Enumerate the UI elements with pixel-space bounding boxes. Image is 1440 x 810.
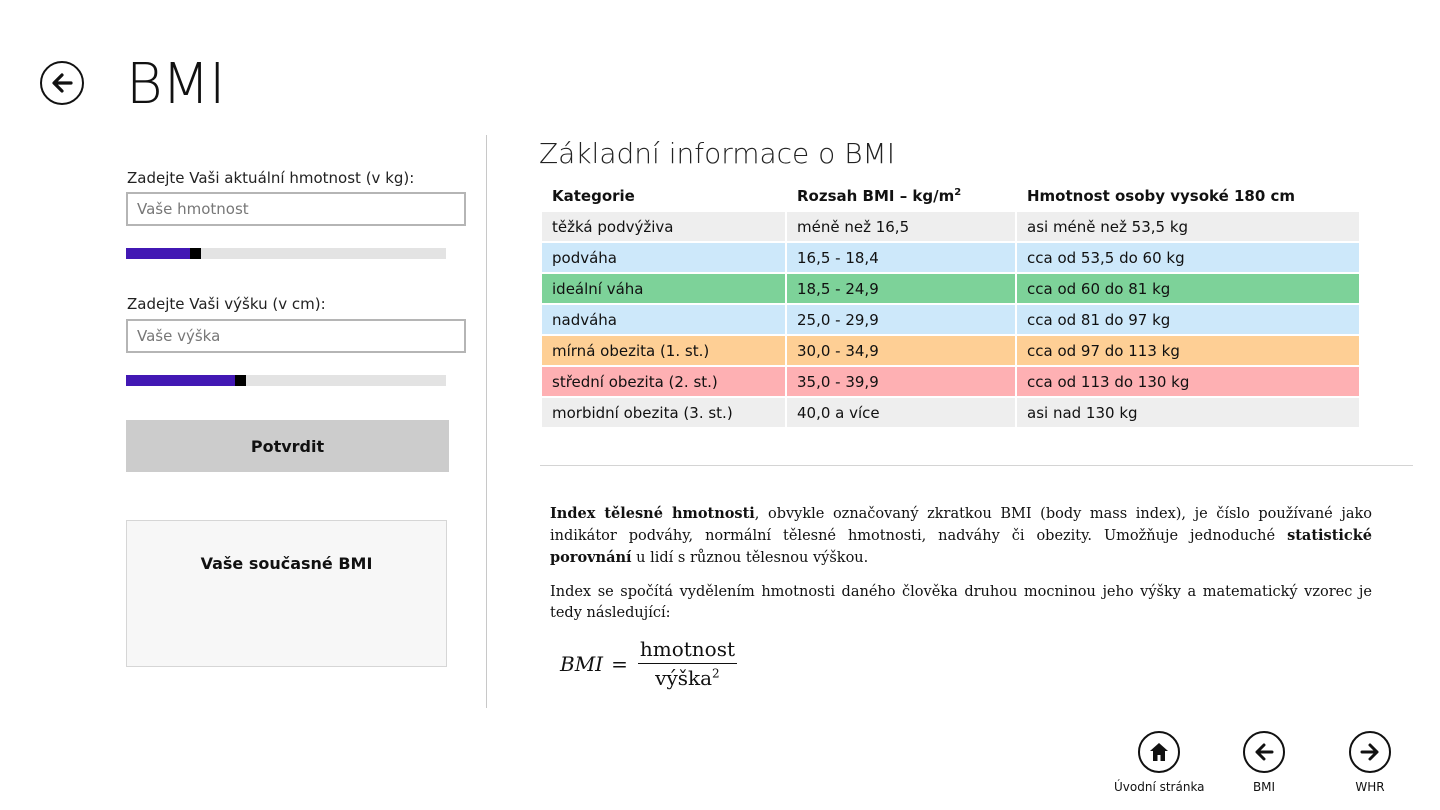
height-slider-fill [126,375,235,386]
table-row [542,398,1359,427]
height-slider-thumb[interactable] [235,375,246,386]
page-title: BMI [126,52,225,117]
column-header-range [787,178,1015,210]
cell-category: mírná obezita (1. st.) [542,336,785,365]
cell-range: 18,5 - 24,9 [787,274,1015,303]
cell-category: ideální váha [542,274,785,303]
home-icon [1148,741,1170,763]
formula-intro-paragraph: Index se spočítá vydělením hmotnosti daného člověka druhou mocninou jeho výšky a matematický vzorec je tedy následující: [550,584,1372,621]
weight-slider[interactable] [126,248,446,259]
bmi-nav-button[interactable] [1219,731,1309,794]
cell-category: nadváha [542,305,785,334]
cell-range: 16,5 - 18,4 [787,243,1015,272]
column-header-weight: Hmotnost osoby vysoké 180 cm [1027,187,1296,205]
cell-range: 40,0 a více [787,398,1015,427]
bmi-nav-label: BMI [1252,780,1276,794]
horizontal-divider [540,465,1413,466]
vertical-divider [486,135,487,708]
weight-slider-fill [126,248,190,259]
height-label: Zadejte Vaši výšku (v cm): [127,295,326,313]
bold-term: statistické porovnání [550,527,1372,566]
back-button[interactable] [40,61,84,105]
home-nav-label: Úvodní stránka [1114,780,1205,794]
arrow-right-icon [1358,740,1382,764]
bmi-result-panel [126,520,447,667]
cell-weight: cca od 97 do 113 kg [1017,336,1359,365]
cell-weight: cca od 113 do 130 kg [1017,367,1359,396]
bmi-category-table [540,176,1361,429]
bmi-formula [560,637,737,690]
column-header-category: Kategorie [552,187,635,205]
cell-weight: cca od 81 do 97 kg [1017,305,1359,334]
cell-category: podváha [542,243,785,272]
bmi-description-paragraph [550,503,1372,569]
formula-numerator: hmotnost [638,637,737,664]
bmi-nav-circle [1243,731,1285,773]
paragraph-text: u lidí s různou tělesnou výškou. [631,550,869,566]
info-heading: Základní informace o BMI [539,137,895,170]
bold-term: Index tělesné hmotnosti [550,505,755,522]
paragraph-text: , obvykle označovaný zkratkou BMI (body mass index), je číslo používané jako indikátor podváhy, normální tělesné hmotnosti, nadváhy či obezity. Umožňuje jednoduché [550,506,1372,544]
weight-label: Zadejte Vaši aktuální hmotnost (v kg): [127,169,415,187]
whr-nav-button[interactable] [1325,731,1415,794]
cell-category: morbidní obezita (3. st.) [542,398,785,427]
cell-category: střední obezita (2. st.) [542,367,785,396]
confirm-button[interactable]: Potvrdit [126,420,449,472]
whr-nav-circle [1349,731,1391,773]
table-row [542,305,1359,334]
formula-equals: = [611,651,628,676]
formula-fraction [638,637,737,690]
column-header-range-text: Rozsah BMI – kg/m [797,187,955,205]
cell-range: 25,0 - 29,9 [787,305,1015,334]
cell-range: 35,0 - 39,9 [787,367,1015,396]
cell-weight: asi nad 130 kg [1017,398,1359,427]
height-input[interactable] [126,319,466,353]
weight-slider-thumb[interactable] [190,248,201,259]
cell-range: 30,0 - 34,9 [787,336,1015,365]
table-row [542,274,1359,303]
cell-weight: asi méně než 53,5 kg [1017,212,1359,241]
table-row [542,212,1359,241]
whr-nav-label: WHR [1355,780,1385,794]
home-nav-circle [1138,731,1180,773]
formula-denominator-text: výška [655,666,713,690]
formula-exponent: 2 [712,666,720,681]
table-row [542,367,1359,396]
formula-lhs: BMI [560,651,604,676]
cell-category: těžká podvýživa [542,212,785,241]
bmi-result-title: Vaše současné BMI [200,554,373,573]
unit-exponent: 2 [954,187,962,198]
table-row [542,336,1359,365]
cell-weight: cca od 60 do 81 kg [1017,274,1359,303]
cell-weight: cca od 53,5 do 60 kg [1017,243,1359,272]
height-slider[interactable] [126,375,446,386]
weight-input[interactable] [126,192,466,226]
arrow-left-icon [1252,740,1276,764]
table-header-row [542,178,1359,210]
arrow-left-icon [49,70,75,96]
home-nav-button[interactable] [1114,731,1204,794]
table-row [542,243,1359,272]
formula-denominator [655,664,720,690]
cell-range: méně než 16,5 [787,212,1015,241]
